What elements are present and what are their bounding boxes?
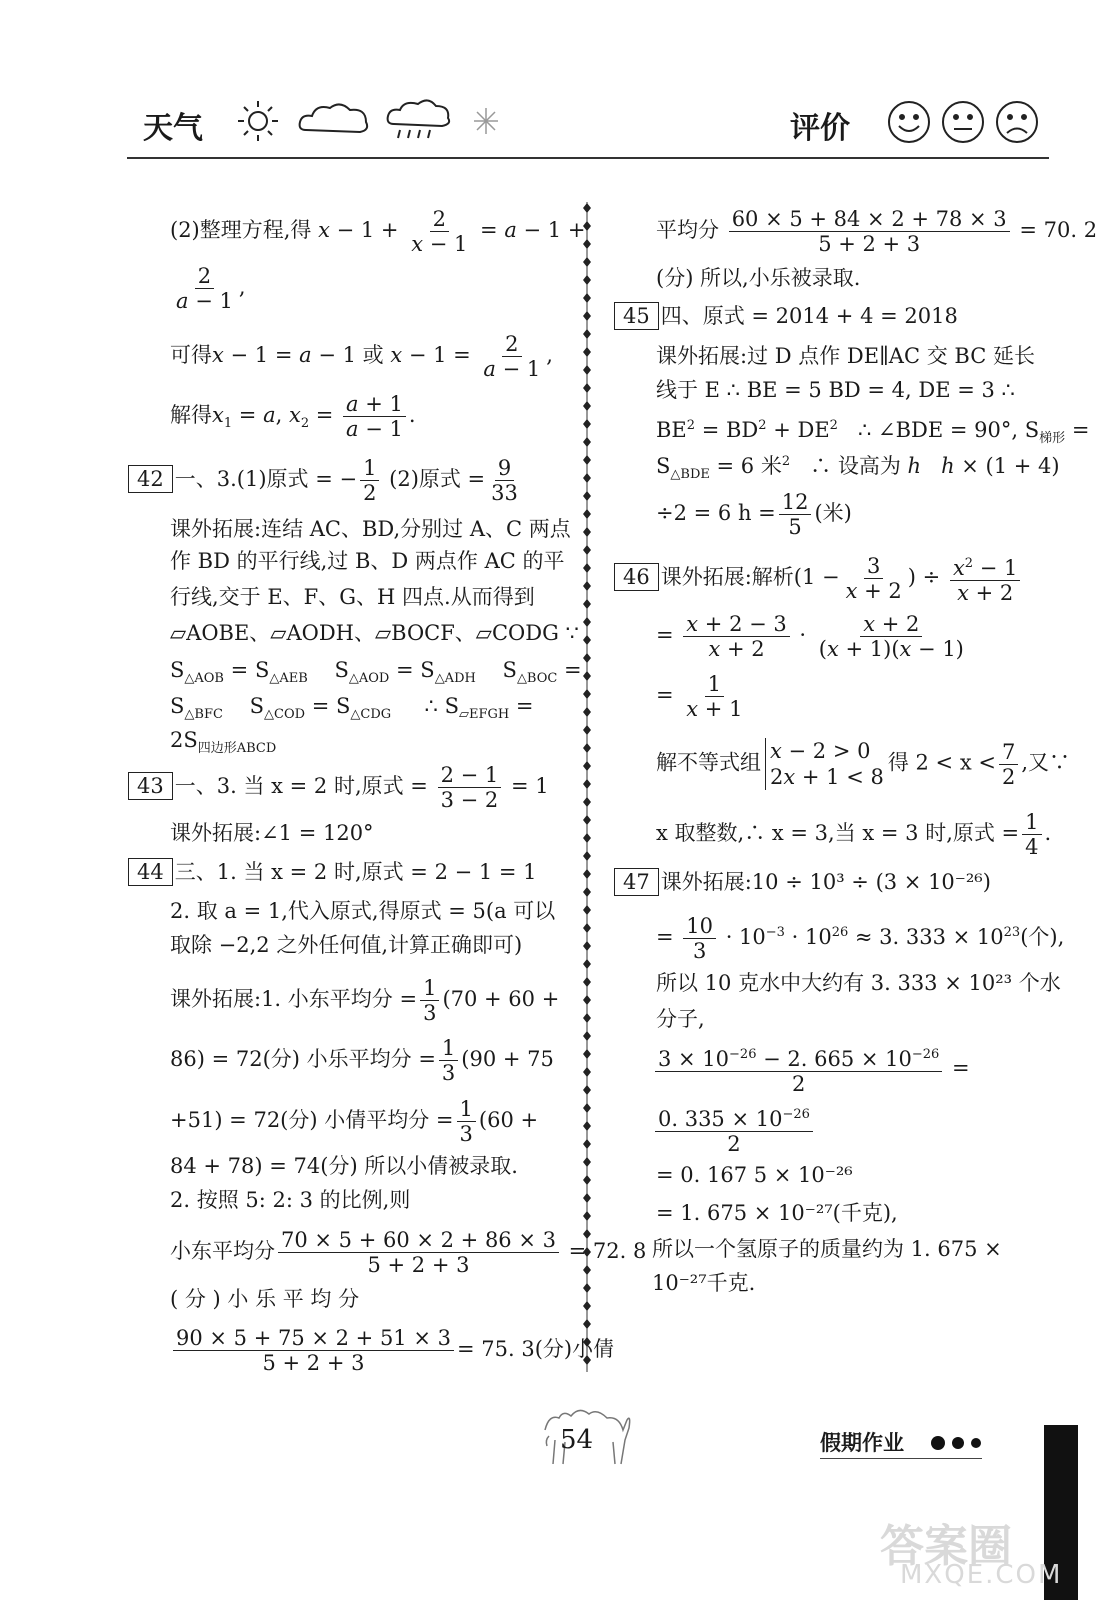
divider-diamond (583, 509, 591, 519)
line: ( 分 ) 小 乐 平 均 分 (170, 1287, 360, 1311)
q46-line: 46 课外拓展:解析(1 − $\frac{3}{x + 2}$ ) ÷ $\frac{x^2 - 1}{x + 2}$ (614, 552, 1023, 605)
divider-diamond (583, 887, 591, 897)
line: 解不等式组 x − 2 > 0 2x + 1 < 8 得 2 < x < $\frac{7}{2}$ ,又∵ (656, 739, 1071, 789)
divider-diamond (583, 329, 591, 339)
line: = $\frac{10}{3}$ · $10^{-3} \cdot 10^{26} \approx 3$. $333 \times 10^{23}$(个), (656, 914, 1065, 963)
snow-icon (474, 108, 498, 134)
line: = $\frac{1}{x + 1}$ (656, 672, 743, 721)
line: $S_{\triangle BFC}$ $S_{\triangle COD} = S_{\triangle CDG}$ ∴ $S_{▱EFGH}$ = (170, 694, 534, 723)
line: $\frac{2}{a - 1}$ , (176, 264, 246, 313)
happy-face-icon (889, 102, 929, 142)
divider-diamond (583, 941, 591, 951)
divider-diamond (583, 599, 591, 609)
line: 2. 取 a = 1,代入原式,得原式 = 5(a 可以 (170, 899, 556, 923)
divider-diamond (583, 905, 591, 915)
rating-faces (885, 98, 1045, 150)
line: 课外拓展:连结 AC、BD,分别过 A、C 两点 (170, 517, 571, 541)
q43-line: 43 一、3. 当 x = 2 时,原式 = $\frac{2 - 1}{3 - 2}$ = 1 (128, 763, 549, 812)
line: 解得$x_1 = a$, $x_2$ = $\frac{a + 1}{a - 1}$ . (170, 392, 416, 441)
line: 所以 10 克水中大约有 3. 333 × 10²³ 个水 (656, 971, 1061, 995)
divider-diamond (583, 815, 591, 825)
line: = 1. 675 × 10⁻²⁷(千克), (656, 1201, 898, 1225)
divider-diamond (583, 797, 591, 807)
line: = $\frac{x + 2 - 3}{x + 2}$ · $\frac{x + 2}{(x + 1)(x - 1)}$ (656, 612, 964, 661)
sun-icon (238, 101, 278, 141)
divider-diamond (583, 1085, 591, 1095)
weather-label: 天气 (143, 111, 203, 146)
divider-diamond (583, 833, 591, 843)
divider-diamond (583, 617, 591, 627)
footer-title: 假期作业 (820, 1430, 904, 1455)
question-number-box: 46 (614, 563, 659, 591)
line: ▱AOBE、▱AODH、▱BOCF、▱CODG ∵ (170, 621, 579, 645)
divider-diamond (583, 779, 591, 789)
divider-diamond (583, 401, 591, 411)
divider-diamond (583, 1139, 591, 1149)
line: $2S_{四边形ABCD}$ (170, 728, 277, 757)
divider-diamond (583, 581, 591, 591)
q45-line: 45 四、原式 = 2014 + 4 = 2018 (614, 300, 958, 332)
question-number-box: 47 (614, 868, 659, 896)
sad-face-icon (997, 102, 1037, 142)
divider-diamond (583, 725, 591, 735)
line: x 取整数,∴ x = 3,当 x = 3 时,原式 = $\frac{1}{4}$ . (656, 810, 1052, 859)
divider-diamond (583, 437, 591, 447)
question-number-box: 42 (128, 465, 173, 493)
divider-diamond (583, 1211, 591, 1221)
divider-diamond (583, 1301, 591, 1311)
line: 可得x − 1 = a − 1 或 x − 1 = $\frac{2}{a - 1}$ , (170, 332, 553, 381)
divider-diamond (583, 1193, 591, 1203)
divider-diamond (583, 653, 591, 663)
divider-diamond (583, 275, 591, 285)
line: $\frac{0. 335 \times 10^{-26}}{2}$ (652, 1103, 816, 1156)
divider-diamond (583, 383, 591, 393)
evaluation-label: 评价 (790, 111, 850, 146)
watermark-url: MXQE.COM (900, 1560, 1063, 1590)
divider-diamond (583, 1067, 591, 1077)
dots-icon (930, 1435, 986, 1455)
divider-diamond (583, 635, 591, 645)
divider-diamond (583, 527, 591, 537)
divider-diamond (583, 923, 591, 933)
line: (分) 所以,小乐被录取. (656, 266, 861, 290)
divider-diamond (583, 365, 591, 375)
question-number-box: 44 (128, 858, 173, 886)
q42-line: 42 一、3.(1)原式 = − $\frac{1}{2}$ (2)原式 = $\frac{9}{33}$ (128, 456, 524, 505)
footer-rule (820, 1458, 982, 1459)
watermark: 答案圈 (880, 1521, 1012, 1572)
divider-diamond (583, 293, 591, 303)
divider-diamond (583, 977, 591, 987)
divider-diamond (583, 1049, 591, 1059)
line: (2)整理方程,得 x − 1 + $\frac{2}{x - 1}$ = a − 1 + (170, 207, 586, 256)
divider-diamond (583, 743, 591, 753)
divider-diamond (583, 1157, 591, 1167)
line: ÷2 = 6 h = $\frac{12}{5}$ (米) (656, 490, 852, 539)
line: 课外拓展:过 D 点作 DE∥AC 交 BC 延长 (656, 344, 1035, 368)
line: $S_{\triangle AOB} = S_{\triangle AEB}$ $S_{\triangle AOD} = S_{\triangle ADH}$ $S_{\triangle BOC}$ = (170, 658, 582, 687)
divider-diamond (583, 257, 591, 267)
divider-diamond (583, 869, 591, 879)
divider-diamond (583, 419, 591, 429)
line: 课外拓展:∠1 = 120° (170, 821, 374, 845)
question-number-box: 45 (614, 302, 659, 330)
divider-diamond (583, 671, 591, 681)
line: 分子, (656, 1007, 705, 1031)
line: 线于 E ∴ BE = 5 BD = 4, DE = 3 ∴ (656, 378, 1015, 402)
line: $S_{\triangle BDE} = 6$ 米$^2$ ∴ 设高为 h h × (1 + 4) (656, 454, 1060, 483)
divider-diamond (583, 455, 591, 465)
line: $BE^2 = BD^2 + DE^2$ ∴ ∠BDE = 90°, $S_{梯形}$ = (656, 418, 1090, 447)
question-number-box: 43 (128, 772, 173, 800)
line: 10⁻²⁷千克. (652, 1271, 756, 1295)
line: 所以一个氢原子的质量约为 1. 675 × (652, 1237, 1002, 1261)
line: = 0. 167 5 × 10⁻²⁶ (656, 1163, 853, 1187)
line: 课外拓展:1. 小东平均分 = $\frac{1}{3}$ (70 + 60 + (170, 976, 560, 1025)
divider-diamond (583, 689, 591, 699)
line: +51) = 72(分) 小倩平均分 = $\frac{1}{3}$ (60 + (170, 1097, 539, 1146)
divider-diamond (583, 1103, 591, 1113)
divider-diamond (583, 761, 591, 771)
line: 小东平均分 $\frac{70 \times 5 + 60 \times 2 + 86 \times 3}{5 + 2 + 3}$ = 72. 8 (170, 1228, 647, 1277)
divider-diamond (583, 1031, 591, 1041)
header-rule (127, 157, 1049, 159)
divider-diamond (583, 1175, 591, 1185)
divider-diamond (583, 1121, 591, 1131)
line: 行线,交于 E、F、G、H 四点.从而得到 (170, 585, 535, 609)
weather-icons (228, 96, 518, 150)
divider-diamond (583, 995, 591, 1005)
line: 平均分 $\frac{60 \times 5 + 84 \times 2 + 78 \times 3}{5 + 2 + 3}$ = 70. 2 (656, 207, 1098, 256)
divider-diamond (583, 563, 591, 573)
q47-line: 47 课外拓展:10 ÷ 10³ ÷ (3 × 10⁻²⁶) (614, 866, 991, 898)
cloud-icon (300, 104, 368, 132)
line: 84 + 78) = 74(分) 所以小倩被录取. (170, 1154, 518, 1178)
divider-diamond (583, 1013, 591, 1023)
line: $\frac{90 \times 5 + 75 \times 2 + 51 \times 3}{5 + 2 + 3}$ = 75. 3(分)小倩 (170, 1326, 614, 1375)
q44-line: 44 三、1. 当 x = 2 时,原式 = 2 − 1 = 1 (128, 856, 537, 888)
divider-diamond (583, 473, 591, 483)
line: $\frac{3 \times 10^{-26} - 2. 665 \times 10^{-26}}{2}$ = (652, 1043, 970, 1096)
line: 作 BD 的平行线,过 B、D 两点作 AC 的平 (170, 549, 565, 573)
divider-diamond (583, 347, 591, 357)
divider-diamond (583, 491, 591, 501)
column-divider (580, 202, 594, 1372)
page-number: 54 (560, 1425, 594, 1455)
neutral-face-icon (943, 102, 983, 142)
rain-cloud-icon (388, 100, 450, 138)
divider-diamond (583, 707, 591, 717)
divider-diamond (583, 851, 591, 861)
divider-diamond (583, 545, 591, 555)
divider-diamond (583, 1283, 591, 1293)
divider-diamond (583, 959, 591, 969)
line: 86) = 72(分) 小乐平均分 = $\frac{1}{3}$ (90 + 75 (170, 1036, 554, 1085)
line: 2. 按照 5: 2: 3 的比例,则 (170, 1188, 411, 1212)
line: 取除 −2,2 之外任何值,计算正确即可) (170, 933, 523, 957)
divider-diamond (583, 311, 591, 321)
